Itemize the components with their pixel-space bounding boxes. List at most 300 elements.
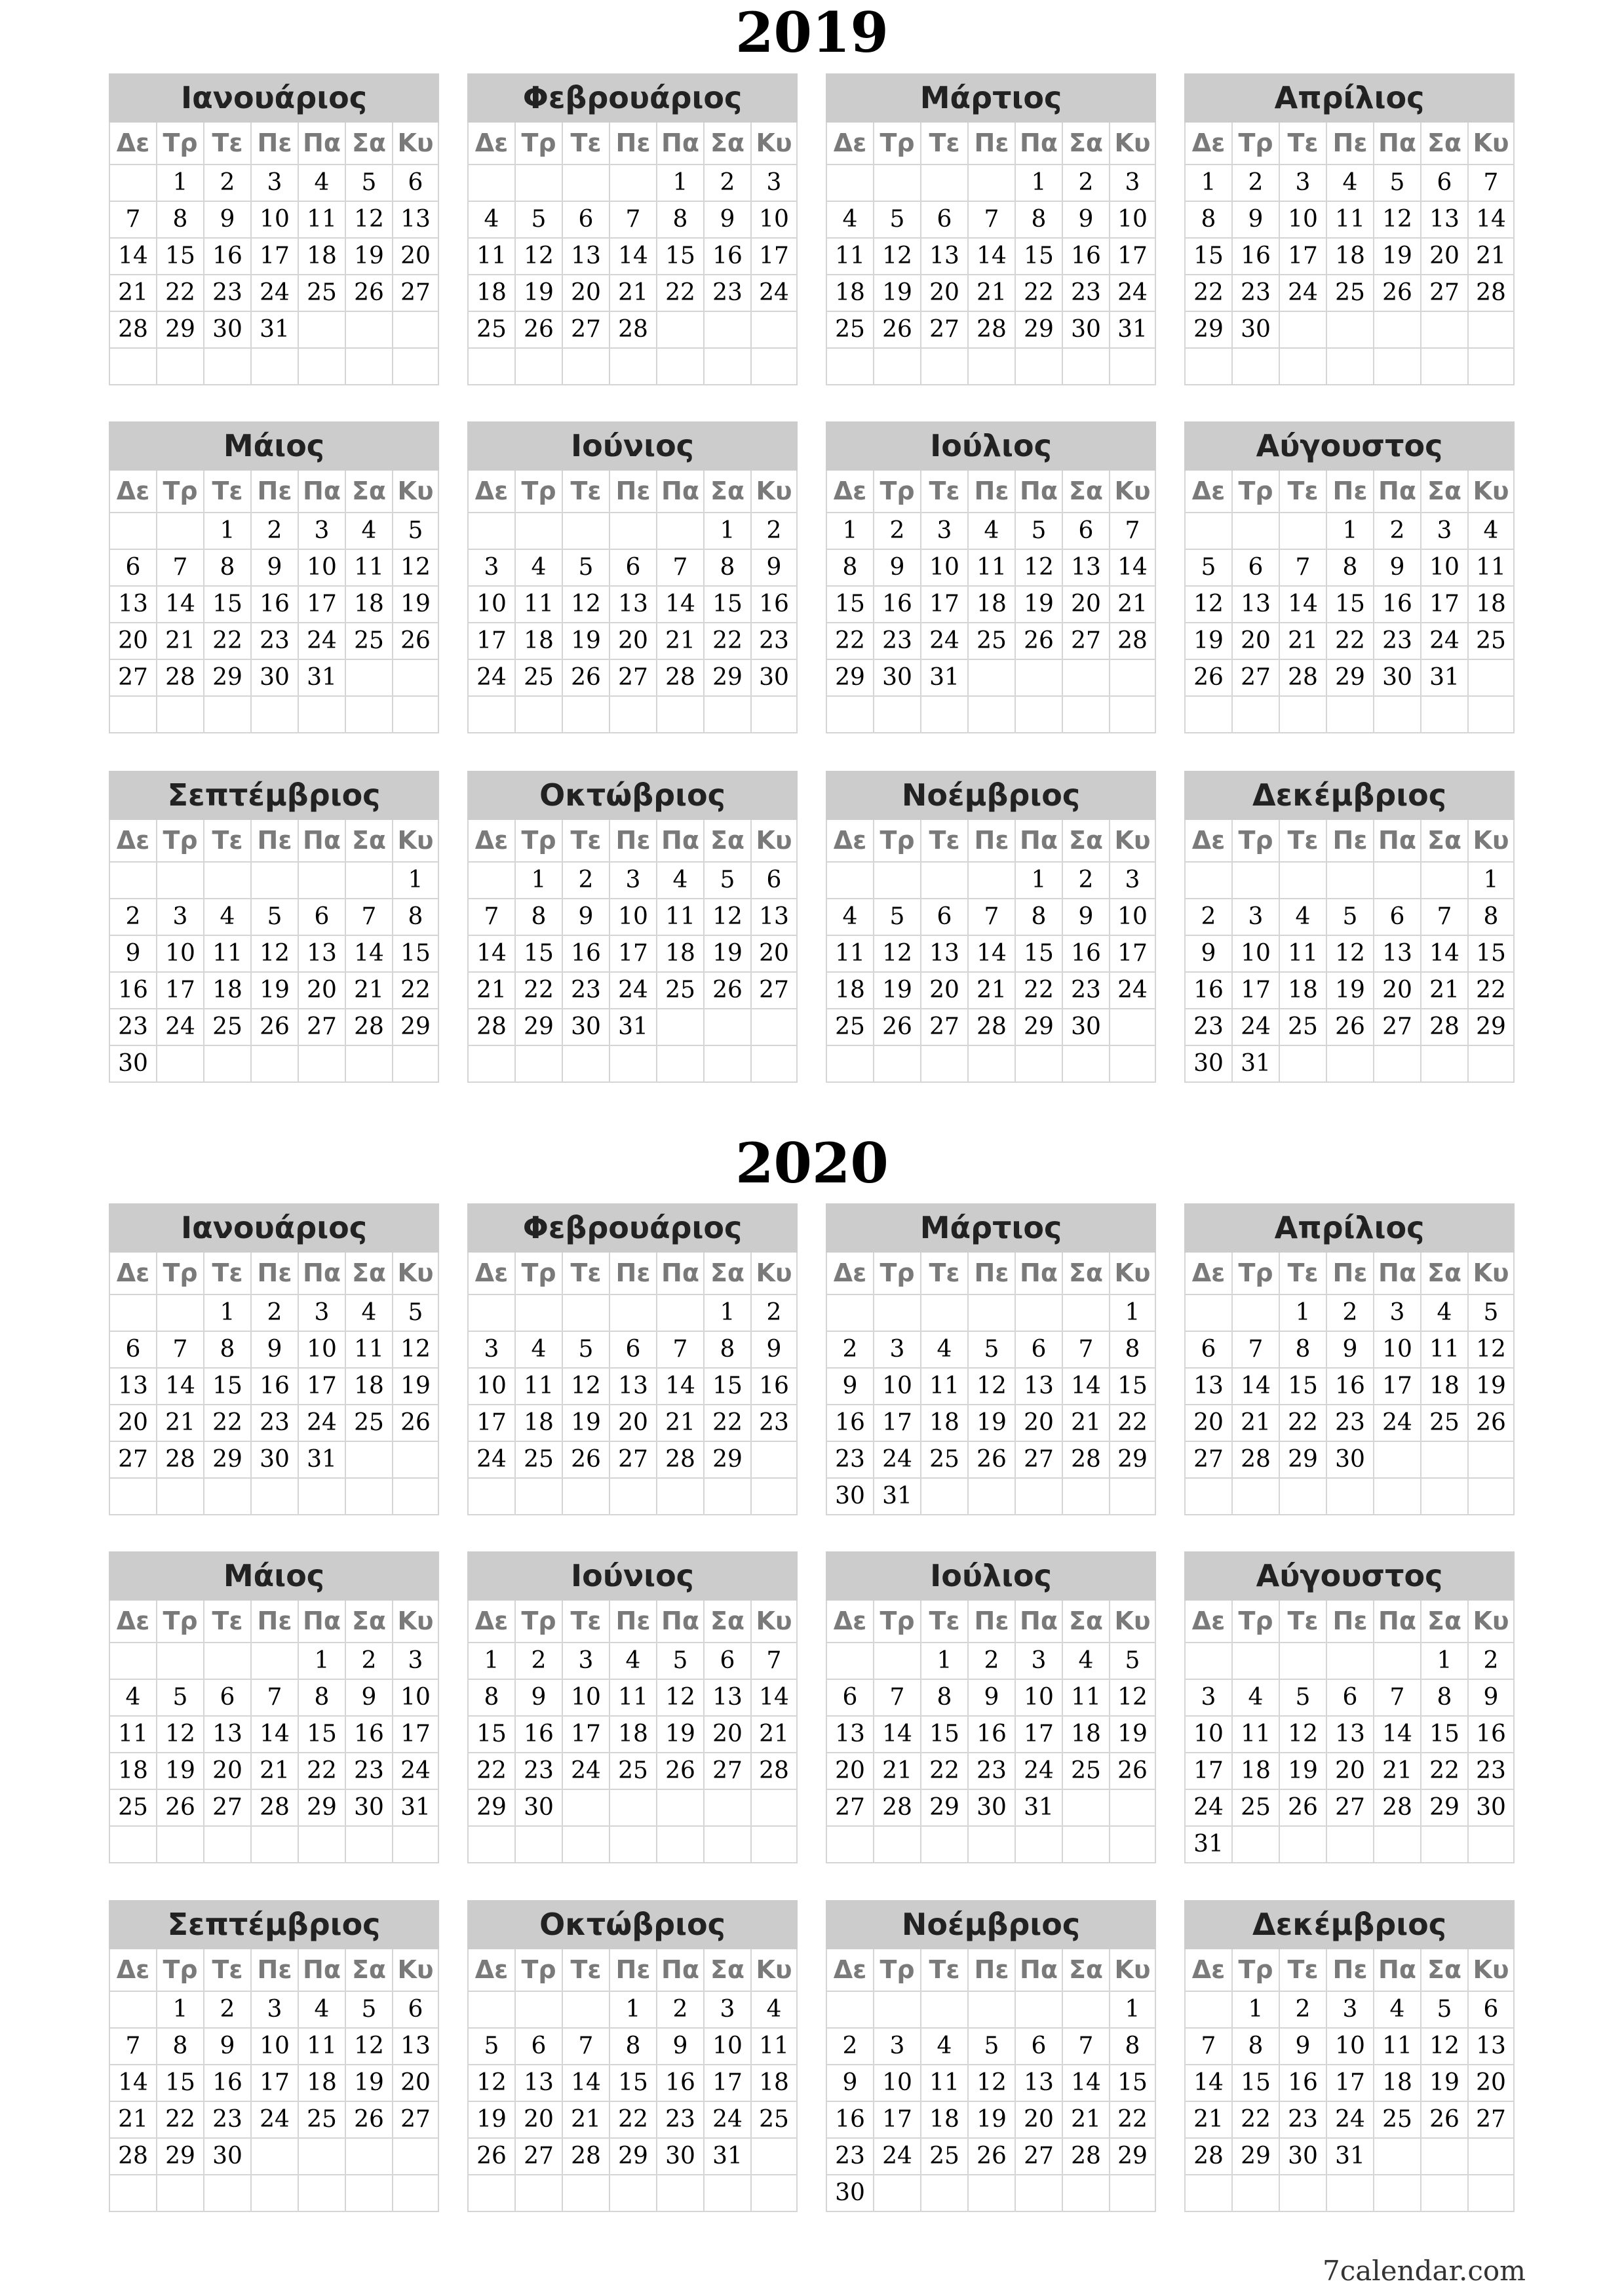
day-cell: 4 [298, 1992, 345, 2027]
day-cell: 16 [826, 2102, 873, 2137]
weekday-label: Τρ [1231, 1253, 1279, 1294]
day-cell [203, 1479, 250, 1514]
day-cell: 10 [250, 2029, 298, 2064]
week-row [1184, 1992, 1515, 2029]
day-cell: 9 [1373, 550, 1420, 585]
month-name: Μάρτιος [826, 73, 1156, 123]
day-cell: 27 [392, 2102, 439, 2137]
day-cell [703, 1827, 750, 1862]
day-cell [920, 2175, 967, 2211]
day-cell: 21 [250, 1753, 298, 1789]
day-cell: 21 [1373, 1753, 1420, 1789]
day-cell: 8 [203, 550, 250, 585]
week-row [1184, 239, 1515, 275]
week-row [1184, 513, 1515, 550]
day-cell: 26 [392, 1405, 439, 1441]
day-cell: 1 [1231, 1992, 1279, 2027]
week-row [1184, 2102, 1515, 2139]
day-cell: 11 [656, 899, 703, 935]
weekday-label: Δε [1184, 123, 1231, 164]
day-cell [1062, 1046, 1109, 1081]
footer-url[interactable]: 7calendar.com [1323, 2255, 1526, 2287]
weekday-label: Τε [1279, 1601, 1326, 1642]
day-cell: 10 [920, 550, 967, 585]
day-cell: 22 [656, 275, 703, 311]
day-cell: 8 [1231, 2029, 1279, 2064]
day-cell [873, 1827, 920, 1862]
day-cell: 9 [203, 2029, 250, 2064]
day-cell [156, 1827, 203, 1862]
day-cell [656, 513, 703, 549]
week-row [1184, 1009, 1515, 1046]
day-cell [156, 863, 203, 898]
day-cell [609, 513, 656, 549]
day-cell [703, 312, 750, 347]
month-name: Φεβρουάριος [467, 73, 798, 123]
weekday-label: Δε [467, 471, 514, 512]
week-row [826, 1753, 1156, 1790]
month-name: Δεκέμβριος [1184, 771, 1515, 820]
day-cell: 1 [1326, 513, 1373, 549]
day-cell [1373, 863, 1420, 898]
day-cell: 23 [1279, 2102, 1326, 2137]
day-cell: 8 [1015, 202, 1062, 237]
day-cell: 15 [156, 2065, 203, 2101]
month-name: Φεβρουάριος [467, 1203, 798, 1253]
weekday-label: Πε [250, 820, 298, 861]
week-row [109, 1717, 439, 1753]
day-cell: 25 [656, 973, 703, 1008]
day-cell: 10 [1326, 2029, 1373, 2064]
day-cell [514, 1295, 562, 1331]
day-cell: 8 [826, 550, 873, 585]
day-cell [826, 165, 873, 201]
weekday-label: Τε [203, 820, 250, 861]
day-cell [1467, 312, 1515, 347]
week-row [826, 1992, 1156, 2029]
day-cell [156, 1295, 203, 1331]
day-cell [656, 312, 703, 347]
day-cell: 19 [1015, 587, 1062, 622]
day-cell: 26 [1184, 660, 1231, 695]
week-row [467, 1369, 798, 1405]
day-cell: 9 [250, 550, 298, 585]
day-cell [1062, 1790, 1109, 1825]
day-cell [1015, 1479, 1062, 1514]
week-row [467, 1753, 798, 1790]
day-cell: 2 [1184, 899, 1231, 935]
week-row [467, 349, 798, 385]
week-row [109, 312, 439, 349]
weekday-header-row [1184, 471, 1515, 513]
day-cell: 22 [156, 275, 203, 311]
weekday-label: Τρ [1231, 1601, 1279, 1642]
day-cell [250, 1046, 298, 1081]
week-row [826, 1827, 1156, 1863]
day-cell: 5 [873, 899, 920, 935]
day-cell: 2 [203, 1992, 250, 2027]
weekday-label: Τε [562, 1601, 609, 1642]
day-cell: 21 [656, 623, 703, 659]
day-cell [345, 660, 392, 695]
day-cell [967, 349, 1015, 384]
day-cell: 24 [1015, 1753, 1062, 1789]
day-cell [1420, 1046, 1467, 1081]
day-cell [203, 1046, 250, 1081]
day-cell: 25 [345, 1405, 392, 1441]
day-cell: 13 [703, 1680, 750, 1715]
day-cell: 8 [1420, 1680, 1467, 1715]
day-cell [562, 349, 609, 384]
day-cell: 29 [1326, 660, 1373, 695]
day-cell [250, 863, 298, 898]
weekday-label: Τε [562, 1949, 609, 1991]
day-cell: 3 [1231, 899, 1279, 935]
day-cell: 27 [1015, 1442, 1062, 1477]
day-cell: 12 [1467, 1332, 1515, 1367]
day-cell: 7 [467, 899, 514, 935]
week-row [1184, 312, 1515, 349]
day-cell: 21 [1231, 1405, 1279, 1441]
day-cell: 11 [203, 936, 250, 971]
day-cell [109, 513, 156, 549]
day-cell: 1 [203, 1295, 250, 1331]
weekday-label: Σα [345, 123, 392, 164]
weekday-label: Τρ [873, 1253, 920, 1294]
day-cell: 25 [109, 1790, 156, 1825]
week-row [826, 513, 1156, 550]
day-cell: 8 [392, 899, 439, 935]
day-cell: 24 [298, 1405, 345, 1441]
day-cell: 28 [609, 312, 656, 347]
week-row [826, 1643, 1156, 1680]
weekday-label: Σα [1420, 1253, 1467, 1294]
day-cell: 1 [467, 1643, 514, 1679]
day-cell: 9 [562, 899, 609, 935]
day-cell: 30 [203, 312, 250, 347]
day-cell: 17 [467, 623, 514, 659]
week-row [1184, 1717, 1515, 1753]
day-cell [873, 1992, 920, 2027]
day-cell: 10 [1279, 202, 1326, 237]
day-cell: 29 [467, 1790, 514, 1825]
day-cell: 15 [1109, 1369, 1156, 1404]
day-cell [467, 697, 514, 732]
day-cell: 10 [873, 1369, 920, 1404]
day-cell: 27 [1326, 1790, 1373, 1825]
day-cell [345, 1479, 392, 1514]
week-row [109, 2065, 439, 2102]
day-cell: 28 [562, 2139, 609, 2174]
day-cell: 4 [298, 165, 345, 201]
week-row [826, 165, 1156, 202]
week-row [826, 936, 1156, 973]
day-cell: 21 [750, 1717, 798, 1752]
day-cell: 7 [1062, 2029, 1109, 2064]
day-cell [967, 1046, 1015, 1081]
day-cell [514, 1992, 562, 2027]
week-row [109, 973, 439, 1009]
day-cell: 4 [1062, 1643, 1109, 1679]
weekday-header-row [1184, 1253, 1515, 1295]
day-cell: 10 [609, 899, 656, 935]
day-cell: 25 [1062, 1753, 1109, 1789]
day-cell [156, 1046, 203, 1081]
day-cell: 20 [109, 623, 156, 659]
day-cell: 2 [514, 1643, 562, 1679]
weekday-label: Τρ [873, 1601, 920, 1642]
day-cell: 28 [1109, 623, 1156, 659]
day-cell: 5 [1326, 899, 1373, 935]
week-row [109, 1405, 439, 1442]
day-cell [250, 1643, 298, 1679]
month-name: Αύγουστος [1184, 1551, 1515, 1601]
week-row [1184, 1643, 1515, 1680]
weekday-label: Πε [967, 1601, 1015, 1642]
day-cell: 1 [203, 513, 250, 549]
day-cell: 1 [1279, 1295, 1326, 1331]
day-cell: 19 [1467, 1369, 1515, 1404]
day-cell: 17 [1109, 936, 1156, 971]
day-cell: 24 [750, 275, 798, 311]
day-cell [750, 2175, 798, 2211]
day-cell [156, 513, 203, 549]
day-cell: 30 [1184, 1046, 1231, 1081]
day-cell: 5 [514, 202, 562, 237]
day-cell: 12 [250, 936, 298, 971]
day-cell [467, 1295, 514, 1331]
day-cell: 23 [345, 1753, 392, 1789]
day-cell: 4 [345, 513, 392, 549]
weekday-label: Πα [656, 820, 703, 861]
day-cell: 21 [156, 623, 203, 659]
weekday-label: Πε [609, 1601, 656, 1642]
day-cell [1420, 1442, 1467, 1477]
day-cell [1467, 1479, 1515, 1514]
weekday-label: Πα [298, 123, 345, 164]
day-cell [750, 1009, 798, 1045]
day-cell: 24 [1109, 973, 1156, 1008]
day-cell: 14 [1373, 1717, 1420, 1752]
day-cell: 15 [514, 936, 562, 971]
day-cell: 9 [1231, 202, 1279, 237]
day-cell: 19 [156, 1753, 203, 1789]
day-cell: 24 [1231, 1009, 1279, 1045]
day-cell [826, 1827, 873, 1862]
day-cell: 23 [703, 275, 750, 311]
day-cell: 28 [1184, 2139, 1231, 2174]
day-cell: 5 [392, 513, 439, 549]
weekday-label: Πα [1015, 123, 1062, 164]
weekday-label: Τρ [514, 1949, 562, 1991]
weekday-label: Τε [562, 123, 609, 164]
weekday-label: Τρ [514, 820, 562, 861]
day-cell: 22 [1231, 2102, 1279, 2137]
day-cell: 17 [392, 1717, 439, 1752]
month-calendar [1184, 421, 1515, 733]
day-cell [345, 1046, 392, 1081]
weekday-header-row [826, 820, 1156, 863]
weekday-label: Σα [1062, 471, 1109, 512]
day-cell [703, 1009, 750, 1045]
day-cell: 18 [750, 2065, 798, 2101]
day-cell: 20 [609, 1405, 656, 1441]
day-cell: 13 [109, 587, 156, 622]
day-cell [1326, 1479, 1373, 1514]
weekday-label: Σα [345, 1253, 392, 1294]
day-cell: 2 [109, 899, 156, 935]
day-cell: 27 [826, 1790, 873, 1825]
day-cell: 26 [1015, 623, 1062, 659]
day-cell: 13 [1062, 550, 1109, 585]
week-row [826, 2102, 1156, 2139]
day-cell: 19 [1279, 1753, 1326, 1789]
week-row [1184, 1680, 1515, 1717]
day-cell [873, 349, 920, 384]
day-cell [1279, 1479, 1326, 1514]
weekday-label: Κυ [750, 820, 798, 861]
week-row [1184, 349, 1515, 385]
day-cell: 11 [920, 2065, 967, 2101]
week-row [467, 697, 798, 733]
day-cell: 2 [1231, 165, 1279, 201]
day-cell: 19 [250, 973, 298, 1008]
day-cell: 19 [345, 2065, 392, 2101]
week-row [1184, 1405, 1515, 1442]
day-cell: 4 [1279, 899, 1326, 935]
month-calendar [826, 73, 1156, 385]
day-cell [1420, 312, 1467, 347]
day-cell: 25 [609, 1753, 656, 1789]
weekday-label: Κυ [1109, 820, 1156, 861]
week-row [467, 1479, 798, 1515]
weekday-label: Τρ [514, 123, 562, 164]
day-cell: 24 [298, 623, 345, 659]
day-cell [203, 697, 250, 732]
weekday-header-row [826, 1601, 1156, 1643]
day-cell [109, 165, 156, 201]
day-cell [392, 349, 439, 384]
day-cell: 17 [703, 2065, 750, 2101]
weekday-label: Κυ [750, 1949, 798, 1991]
day-cell [250, 1827, 298, 1862]
day-cell: 3 [250, 165, 298, 201]
weekday-label: Τρ [514, 1601, 562, 1642]
day-cell: 5 [1279, 1680, 1326, 1715]
day-cell: 16 [750, 1369, 798, 1404]
day-cell: 21 [562, 2102, 609, 2137]
day-cell: 4 [656, 863, 703, 898]
day-cell: 12 [156, 1717, 203, 1752]
week-row [109, 936, 439, 973]
weekday-label: Σα [1420, 471, 1467, 512]
day-cell [1109, 1790, 1156, 1825]
weekday-label: Πα [298, 1949, 345, 1991]
week-row [1184, 2065, 1515, 2102]
day-cell: 12 [1015, 550, 1062, 585]
day-cell [750, 2139, 798, 2174]
day-cell: 13 [392, 2029, 439, 2064]
week-row [109, 697, 439, 733]
day-cell [203, 1827, 250, 1862]
day-cell: 25 [920, 2139, 967, 2174]
day-cell: 3 [1015, 1643, 1062, 1679]
day-cell: 5 [1184, 550, 1231, 585]
weekday-label: Κυ [1467, 820, 1515, 861]
day-cell: 6 [920, 899, 967, 935]
week-row [826, 275, 1156, 312]
day-cell: 18 [1062, 1717, 1109, 1752]
day-cell: 14 [250, 1717, 298, 1752]
day-cell: 1 [156, 1992, 203, 2027]
day-cell: 31 [250, 312, 298, 347]
day-cell: 21 [873, 1753, 920, 1789]
day-cell: 1 [1184, 165, 1231, 201]
day-cell: 5 [1373, 165, 1420, 201]
day-cell: 15 [1015, 239, 1062, 274]
week-row [467, 1046, 798, 1083]
day-cell: 8 [467, 1680, 514, 1715]
day-cell: 15 [203, 1369, 250, 1404]
day-cell: 1 [609, 1992, 656, 2027]
week-row [826, 587, 1156, 623]
day-cell: 21 [1420, 973, 1467, 1008]
weekday-label: Σα [345, 1949, 392, 1991]
day-cell: 11 [298, 202, 345, 237]
day-cell: 29 [920, 1790, 967, 1825]
week-row [1184, 1442, 1515, 1479]
day-cell [467, 1046, 514, 1081]
week-row [826, 1479, 1156, 1515]
day-cell [609, 697, 656, 732]
day-cell: 14 [1420, 936, 1467, 971]
day-cell [1279, 697, 1326, 732]
day-cell: 20 [1326, 1753, 1373, 1789]
month-calendar [826, 771, 1156, 1083]
day-cell: 31 [1420, 660, 1467, 695]
weekday-label: Δε [467, 820, 514, 861]
day-cell: 27 [562, 312, 609, 347]
day-cell: 30 [826, 1479, 873, 1514]
day-cell: 6 [298, 899, 345, 935]
day-cell: 18 [1420, 1369, 1467, 1404]
week-row [467, 1790, 798, 1827]
day-cell: 16 [1184, 973, 1231, 1008]
week-row [467, 1295, 798, 1332]
day-cell [750, 1046, 798, 1081]
day-cell: 20 [203, 1753, 250, 1789]
day-cell [1015, 1827, 1062, 1862]
day-cell [1420, 697, 1467, 732]
day-cell [1326, 863, 1373, 898]
day-cell: 11 [467, 239, 514, 274]
weekday-label: Κυ [1467, 1253, 1515, 1294]
week-row [109, 1753, 439, 1790]
day-cell: 28 [250, 1790, 298, 1825]
week-row [826, 202, 1156, 239]
day-cell [1279, 312, 1326, 347]
day-cell: 3 [920, 513, 967, 549]
day-cell [1184, 1643, 1231, 1679]
day-cell: 10 [1109, 202, 1156, 237]
weekday-header-row [109, 471, 439, 513]
week-row [1184, 936, 1515, 973]
day-cell: 26 [392, 623, 439, 659]
day-cell: 20 [392, 239, 439, 274]
day-cell: 18 [920, 2102, 967, 2137]
day-cell: 5 [1109, 1643, 1156, 1679]
week-row [467, 239, 798, 275]
